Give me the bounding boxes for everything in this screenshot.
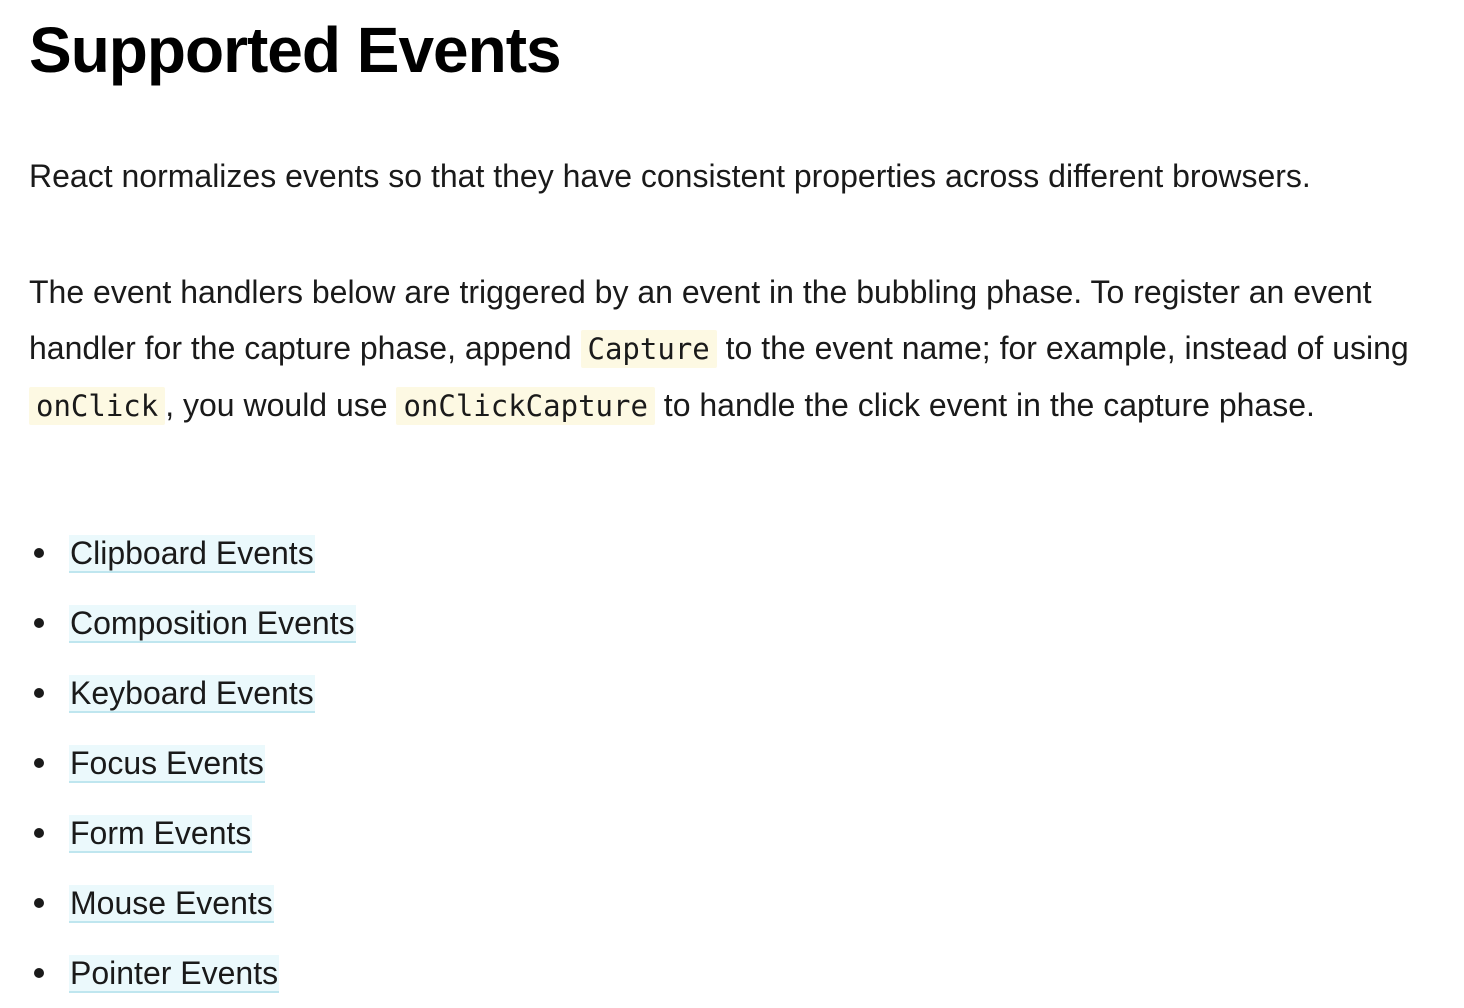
- link-pointer-events[interactable]: Pointer Events: [70, 955, 279, 991]
- list-item: [29, 518, 356, 588]
- link-mouse-events[interactable]: Mouse Events: [70, 885, 273, 921]
- page-title: Supported Events: [29, 14, 561, 86]
- code-onclickcapture: onClickCapture: [396, 387, 654, 425]
- bullet-icon: [34, 688, 44, 698]
- bullet-icon: [34, 548, 44, 558]
- link-composition-events[interactable]: Composition Events: [70, 605, 355, 641]
- link-focus-events[interactable]: Focus Events: [70, 745, 264, 781]
- capture-text-3: , you would use: [165, 387, 397, 423]
- list-item: [29, 588, 356, 658]
- capture-text-2: to the event name; for example, instead of using: [716, 330, 1409, 366]
- code-capture: Capture: [581, 330, 717, 368]
- list-item: [29, 658, 356, 728]
- bullet-icon: [34, 758, 44, 768]
- capture-text-4: to handle the click event in the capture phase.: [654, 387, 1315, 423]
- bullet-icon: [34, 898, 44, 908]
- intro-paragraph: React normalizes events so that they have consistent properties across different browsers.: [29, 158, 1311, 194]
- bullet-icon: [34, 968, 44, 978]
- list-item: [29, 728, 356, 798]
- capture-paragraph: [29, 264, 1449, 434]
- link-clipboard-events[interactable]: Clipboard Events: [70, 535, 314, 571]
- code-onclick: onClick: [29, 387, 165, 425]
- list-item: [29, 868, 356, 938]
- bullet-icon: [34, 618, 44, 628]
- capture-text-1: The event handlers below are triggered by an event in the bubbling phase. To register an event handler for the capture phase, append: [29, 274, 1372, 366]
- bullet-icon: [34, 828, 44, 838]
- event-category-list: [29, 518, 356, 1008]
- list-item: [29, 798, 356, 868]
- link-keyboard-events[interactable]: Keyboard Events: [70, 675, 314, 711]
- link-form-events[interactable]: Form Events: [70, 815, 252, 851]
- list-item: [29, 938, 356, 1008]
